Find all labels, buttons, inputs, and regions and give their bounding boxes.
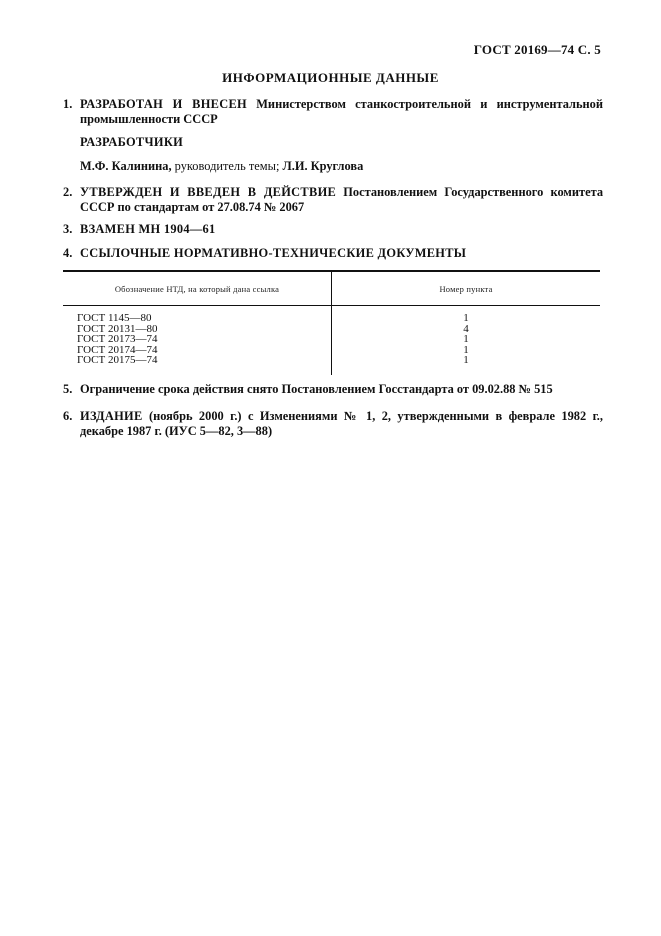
developer-name-2: Л.И. Круглова xyxy=(282,159,364,173)
table-cell-clause: 1 xyxy=(463,354,469,366)
info-item-6 xyxy=(63,409,603,439)
info-item-5 xyxy=(63,382,603,397)
item-text: Постановлением Государственного комитета СССР по стандартам от 27.08.74 № 2067 xyxy=(80,185,604,214)
item-text: Министерством станкостроительной и инструментальной промышленности СССР xyxy=(80,97,603,126)
page-header: ГОСТ 20169—74 С. 5 xyxy=(473,42,601,57)
table-cell-clause: 1 xyxy=(463,333,469,345)
info-item-1 xyxy=(63,97,603,127)
table-header-divider xyxy=(63,305,600,306)
table-cell-clause: 4 xyxy=(463,322,469,335)
item-number: 5. xyxy=(63,382,73,396)
table-column-documents xyxy=(77,313,157,366)
table-column-clauses xyxy=(332,313,600,366)
info-item-3 xyxy=(63,222,603,237)
table-cell-clause: 1 xyxy=(463,343,469,356)
table-cell-document: ГОСТ 20174—74 xyxy=(77,343,158,356)
developer-role-1: руководитель темы; xyxy=(171,159,283,173)
table-cell-document: ГОСТ 20131—80 xyxy=(77,322,158,335)
info-item-2 xyxy=(63,185,603,215)
item-number: 6. xyxy=(63,409,73,423)
table-header-clause: Номер пункта xyxy=(439,284,493,294)
developer-name-1: М.Ф. Калинина, xyxy=(80,159,172,173)
item-text: Ограничение срока действия снято Постановлением Госстандарта от 09.02.88 № 515 xyxy=(80,382,553,396)
table-cell-document: ГОСТ 1145—80 xyxy=(77,312,152,324)
info-item-4 xyxy=(63,246,603,261)
item-caps: РАЗРАБОТАН И ВНЕСЕН xyxy=(80,97,247,111)
item-caps: ССЫЛОЧНЫЕ НОРМАТИВНО-ТЕХНИЧЕСКИЕ ДОКУМЕНТЫ xyxy=(80,246,467,260)
developers-list xyxy=(80,159,363,174)
table-header-document: Обозначение НТД, на который дана ссылка xyxy=(114,284,280,294)
item-caps: ИЗДАНИЕ xyxy=(80,409,143,423)
item-text: (ноябрь 2000 г.) с Изменениями № 1, 2, утвержденными в феврале 1982 г., декабре 1987 г. (ИУС 5—82, 3—88) xyxy=(80,409,603,438)
item-number: 3. xyxy=(63,222,73,236)
developers-heading: РАЗРАБОТЧИКИ xyxy=(80,135,184,149)
page-title: ИНФОРМАЦИОННЫЕ ДАННЫЕ xyxy=(222,70,439,85)
table-cell-clause: 1 xyxy=(463,312,469,324)
table-cell-document: ГОСТ 20173—74 xyxy=(77,333,158,345)
table-cell-document: ГОСТ 20175—74 xyxy=(77,354,158,366)
item-number: 4. xyxy=(63,246,73,260)
ntd-reference-table xyxy=(63,270,600,375)
item-caps: УТВЕРЖДЕН И ВВЕДЕН В ДЕЙСТВИЕ xyxy=(80,185,337,199)
item-number: 2. xyxy=(63,185,73,199)
item-caps: ВЗАМЕН МН 1904—61 xyxy=(80,222,216,236)
item-number: 1. xyxy=(63,97,73,111)
